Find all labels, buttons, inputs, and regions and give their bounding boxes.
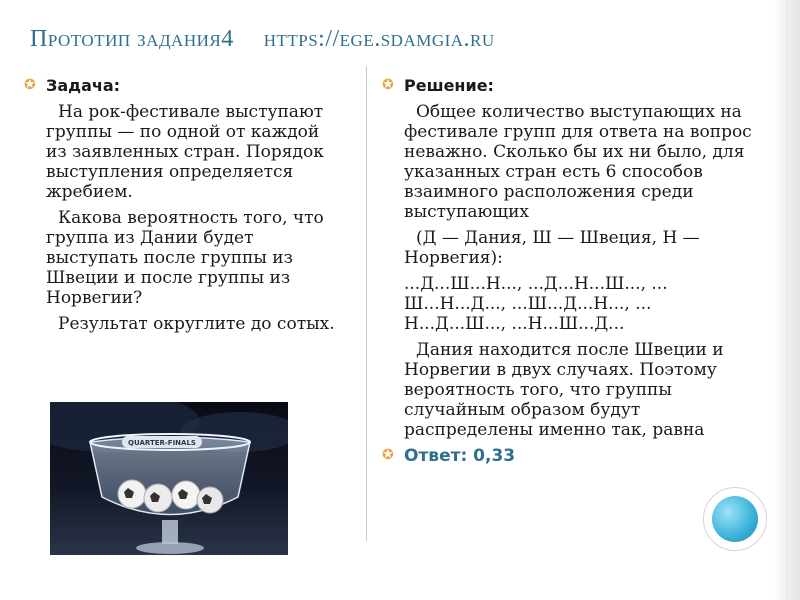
column-divider [366,66,367,541]
bowl-label: QUARTER-FINALS [128,439,196,447]
decorative-circle-icon [712,496,758,542]
order-line: Н...Д...Ш..., ...Н...Ш...Д... [404,314,625,334]
task-rounding: Результат округлите до сотых. [58,314,335,334]
title-url[interactable]: https://ege.sdamgia.ru [263,26,495,52]
solution-column [382,76,762,472]
bullet-icon: ✪ [382,447,394,463]
answer-text: Ответ: 0,33 [404,446,516,466]
task-paragraph: На рок-фестивале выступают группы — по одной от каждой из заявленных стран. Порядок выступления определяется жребием. [46,102,324,202]
task-column [24,76,344,340]
decorative-edge-line [786,0,788,600]
draw-bowl-illustration [50,402,288,555]
task-question: Какова вероятность того, что группа из Дании будет выступать после группы из Швеции и после группы из Норвегии? [46,208,324,308]
draw-bowl-image [50,402,288,555]
order-line: Ш...Н...Д..., ...Ш...Д...Н..., ... [404,294,652,314]
solution-conclusion: Дания находится после Швеции и Норвегии в двух случаях. Поэтому вероятность того, что группы случайным образом будут распределены именно так, равна [404,340,724,440]
slide-title [30,26,495,53]
task-heading: Задача: [46,76,121,95]
bullet-icon: ✪ [382,77,394,93]
task-heading-row [24,76,344,96]
solution-heading-row [382,76,762,96]
order-line: ...Д...Ш...Н..., ...Д...Н...Ш..., ... [404,274,668,294]
solution-heading: Решение: [404,76,494,95]
solution-legend: (Д — Дания, Ш — Швеция, Н — Норвегия): [404,228,700,268]
title-main: Прототип задания4 [30,26,234,52]
answer-row [382,446,762,466]
solution-paragraph: Общее количество выступающих на фестивале групп для ответа на вопрос неважно. Сколько бы их ни было, для указанных стран есть 6 способов взаимного расположения среди выступающих [404,102,752,222]
bullet-icon: ✪ [24,77,36,93]
